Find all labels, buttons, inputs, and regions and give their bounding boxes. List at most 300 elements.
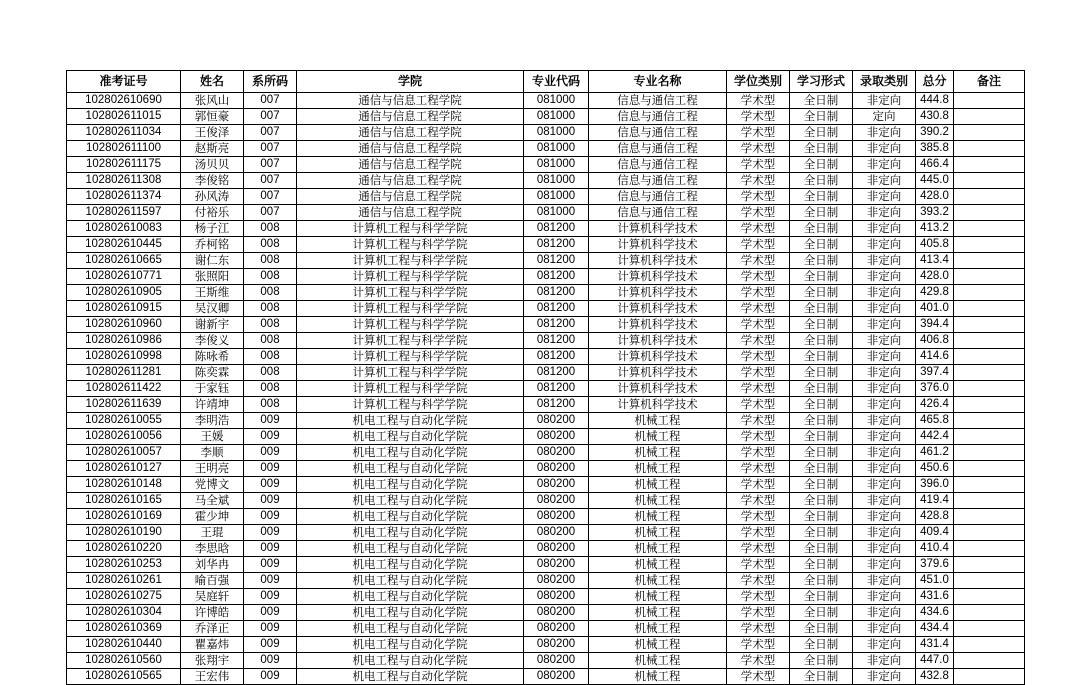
major-name-cell: 计算机科学技术 (589, 221, 727, 237)
remarks-cell (954, 269, 1025, 285)
college-cell: 通信与信息工程学院 (297, 173, 524, 189)
college-cell: 通信与信息工程学院 (297, 205, 524, 221)
study-mode-cell: 全日制 (790, 493, 853, 509)
major-name-cell: 计算机科学技术 (589, 317, 727, 333)
study-mode-cell: 全日制 (790, 365, 853, 381)
major-name-cell: 信息与通信工程 (589, 93, 727, 109)
dept-code-cell: 009 (244, 541, 297, 557)
header-remarks: 备注 (954, 71, 1025, 93)
major-name-cell: 信息与通信工程 (589, 157, 727, 173)
remarks-cell (954, 429, 1025, 445)
total-score-cell: 396.0 (916, 477, 954, 493)
major-code-cell: 081000 (524, 205, 589, 221)
degree-type-cell: 学术型 (727, 253, 790, 269)
major-code-cell: 080200 (524, 525, 589, 541)
total-score-cell: 394.4 (916, 317, 954, 333)
exam-number-cell: 102802610275 (67, 589, 181, 605)
major-name-cell: 信息与通信工程 (589, 125, 727, 141)
major-name-cell: 机械工程 (589, 669, 727, 685)
table-row (67, 669, 1025, 685)
exam-number-cell: 102802610905 (67, 285, 181, 301)
exam-number-cell: 102802611597 (67, 205, 181, 221)
dept-code-cell: 008 (244, 253, 297, 269)
name-cell: 王宏伟 (181, 669, 244, 685)
total-score-cell: 466.4 (916, 157, 954, 173)
major-code-cell: 081200 (524, 317, 589, 333)
degree-type-cell: 学术型 (727, 509, 790, 525)
exam-number-cell: 102802610960 (67, 317, 181, 333)
college-cell: 机电工程与自动化学院 (297, 589, 524, 605)
total-score-cell: 406.8 (916, 333, 954, 349)
name-cell: 吴庭轩 (181, 589, 244, 605)
table-row (67, 589, 1025, 605)
degree-type-cell: 学术型 (727, 221, 790, 237)
remarks-cell (954, 477, 1025, 493)
study-mode-cell: 全日制 (790, 205, 853, 221)
dept-code-cell: 009 (244, 573, 297, 589)
admission-type-cell: 非定向 (853, 237, 916, 253)
major-code-cell: 080200 (524, 445, 589, 461)
study-mode-cell: 全日制 (790, 509, 853, 525)
dept-code-cell: 008 (244, 301, 297, 317)
college-cell: 计算机工程与科学学院 (297, 317, 524, 333)
exam-number-cell: 102802611034 (67, 125, 181, 141)
study-mode-cell: 全日制 (790, 557, 853, 573)
admission-type-cell: 非定向 (853, 157, 916, 173)
major-code-cell: 080200 (524, 509, 589, 525)
study-mode-cell: 全日制 (790, 157, 853, 173)
study-mode-cell: 全日制 (790, 413, 853, 429)
degree-type-cell: 学术型 (727, 157, 790, 173)
degree-type-cell: 学术型 (727, 493, 790, 509)
remarks-cell (954, 205, 1025, 221)
major-name-cell: 计算机科学技术 (589, 285, 727, 301)
college-cell: 机电工程与自动化学院 (297, 525, 524, 541)
table-header (67, 71, 1025, 93)
admission-type-cell: 非定向 (853, 381, 916, 397)
major-name-cell: 计算机科学技术 (589, 333, 727, 349)
study-mode-cell: 全日制 (790, 605, 853, 621)
dept-code-cell: 007 (244, 189, 297, 205)
study-mode-cell: 全日制 (790, 525, 853, 541)
study-mode-cell: 全日制 (790, 221, 853, 237)
name-cell: 于家钰 (181, 381, 244, 397)
admission-table (66, 70, 1025, 685)
study-mode-cell: 全日制 (790, 109, 853, 125)
college-cell: 机电工程与自动化学院 (297, 669, 524, 685)
degree-type-cell: 学术型 (727, 445, 790, 461)
admission-type-cell: 非定向 (853, 541, 916, 557)
table-row (67, 317, 1025, 333)
major-name-cell: 信息与通信工程 (589, 141, 727, 157)
dept-code-cell: 008 (244, 269, 297, 285)
college-cell: 计算机工程与科学学院 (297, 221, 524, 237)
admission-type-cell: 非定向 (853, 477, 916, 493)
exam-number-cell: 102802610057 (67, 445, 181, 461)
table-row (67, 301, 1025, 317)
college-cell: 计算机工程与科学学院 (297, 237, 524, 253)
total-score-cell: 450.6 (916, 461, 954, 477)
admission-type-cell: 非定向 (853, 573, 916, 589)
major-name-cell: 机械工程 (589, 509, 727, 525)
dept-code-cell: 007 (244, 109, 297, 125)
exam-number-cell: 102802611281 (67, 365, 181, 381)
study-mode-cell: 全日制 (790, 429, 853, 445)
dept-code-cell: 008 (244, 317, 297, 333)
total-score-cell: 461.2 (916, 445, 954, 461)
dept-code-cell: 008 (244, 349, 297, 365)
study-mode-cell: 全日制 (790, 253, 853, 269)
major-code-cell: 080200 (524, 605, 589, 621)
remarks-cell (954, 253, 1025, 269)
dept-code-cell: 007 (244, 205, 297, 221)
admission-type-cell: 非定向 (853, 605, 916, 621)
major-code-cell: 081200 (524, 301, 589, 317)
header-major-code: 专业代码 (524, 71, 589, 93)
admission-type-cell: 非定向 (853, 285, 916, 301)
dept-code-cell: 007 (244, 93, 297, 109)
remarks-cell (954, 93, 1025, 109)
degree-type-cell: 学术型 (727, 477, 790, 493)
name-cell: 党博文 (181, 477, 244, 493)
college-cell: 计算机工程与科学学院 (297, 269, 524, 285)
degree-type-cell: 学术型 (727, 381, 790, 397)
name-cell: 瞿嘉炜 (181, 637, 244, 653)
college-cell: 通信与信息工程学院 (297, 189, 524, 205)
admission-type-cell: 非定向 (853, 141, 916, 157)
total-score-cell: 434.4 (916, 621, 954, 637)
name-cell: 霍少坤 (181, 509, 244, 525)
remarks-cell (954, 445, 1025, 461)
major-name-cell: 计算机科学技术 (589, 269, 727, 285)
college-cell: 通信与信息工程学院 (297, 125, 524, 141)
dept-code-cell: 008 (244, 397, 297, 413)
dept-code-cell: 009 (244, 557, 297, 573)
college-cell: 通信与信息工程学院 (297, 141, 524, 157)
major-name-cell: 计算机科学技术 (589, 301, 727, 317)
degree-type-cell: 学术型 (727, 301, 790, 317)
degree-type-cell: 学术型 (727, 461, 790, 477)
header-total-score: 总分 (916, 71, 954, 93)
college-cell: 计算机工程与科学学院 (297, 301, 524, 317)
admission-type-cell: 非定向 (853, 557, 916, 573)
admission-type-cell: 非定向 (853, 253, 916, 269)
major-name-cell: 机械工程 (589, 429, 727, 445)
name-cell: 杨子江 (181, 221, 244, 237)
degree-type-cell: 学术型 (727, 205, 790, 221)
exam-number-cell: 102802610056 (67, 429, 181, 445)
admission-type-cell: 非定向 (853, 125, 916, 141)
total-score-cell: 413.2 (916, 221, 954, 237)
exam-number-cell: 102802610369 (67, 621, 181, 637)
study-mode-cell: 全日制 (790, 589, 853, 605)
remarks-cell (954, 525, 1025, 541)
remarks-cell (954, 333, 1025, 349)
table-row (67, 653, 1025, 669)
study-mode-cell: 全日制 (790, 269, 853, 285)
name-cell: 王明亮 (181, 461, 244, 477)
total-score-cell: 414.6 (916, 349, 954, 365)
table-row (67, 141, 1025, 157)
header-degree-type: 学位类别 (727, 71, 790, 93)
major-name-cell: 机械工程 (589, 637, 727, 653)
dept-code-cell: 009 (244, 637, 297, 653)
college-cell: 通信与信息工程学院 (297, 157, 524, 173)
remarks-cell (954, 541, 1025, 557)
college-cell: 机电工程与自动化学院 (297, 637, 524, 653)
major-name-cell: 信息与通信工程 (589, 173, 727, 189)
major-code-cell: 080200 (524, 541, 589, 557)
header-row (67, 71, 1025, 93)
college-cell: 机电工程与自动化学院 (297, 493, 524, 509)
study-mode-cell: 全日制 (790, 125, 853, 141)
header-admission-type: 录取类别 (853, 71, 916, 93)
header-name: 姓名 (181, 71, 244, 93)
total-score-cell: 428.0 (916, 269, 954, 285)
major-name-cell: 机械工程 (589, 445, 727, 461)
exam-number-cell: 102802610304 (67, 605, 181, 621)
college-cell: 计算机工程与科学学院 (297, 365, 524, 381)
college-cell: 计算机工程与科学学院 (297, 397, 524, 413)
name-cell: 李思晗 (181, 541, 244, 557)
major-code-cell: 081200 (524, 381, 589, 397)
total-score-cell: 432.8 (916, 669, 954, 685)
exam-number-cell: 102802610690 (67, 93, 181, 109)
major-name-cell: 机械工程 (589, 541, 727, 557)
dept-code-cell: 008 (244, 237, 297, 253)
major-name-cell: 机械工程 (589, 525, 727, 541)
college-cell: 计算机工程与科学学院 (297, 349, 524, 365)
total-score-cell: 401.0 (916, 301, 954, 317)
exam-number-cell: 102802611100 (67, 141, 181, 157)
degree-type-cell: 学术型 (727, 269, 790, 285)
major-name-cell: 计算机科学技术 (589, 253, 727, 269)
dept-code-cell: 009 (244, 621, 297, 637)
total-score-cell: 447.0 (916, 653, 954, 669)
admission-type-cell: 非定向 (853, 205, 916, 221)
table-row (67, 461, 1025, 477)
admission-type-cell: 非定向 (853, 461, 916, 477)
table-row (67, 573, 1025, 589)
table-row (67, 253, 1025, 269)
total-score-cell: 430.8 (916, 109, 954, 125)
total-score-cell: 393.2 (916, 205, 954, 221)
header-major-name: 专业名称 (589, 71, 727, 93)
total-score-cell: 410.4 (916, 541, 954, 557)
dept-code-cell: 009 (244, 413, 297, 429)
major-name-cell: 计算机科学技术 (589, 397, 727, 413)
name-cell: 李俊义 (181, 333, 244, 349)
college-cell: 机电工程与自动化学院 (297, 541, 524, 557)
dept-code-cell: 009 (244, 589, 297, 605)
table-row (67, 605, 1025, 621)
exam-number-cell: 102802610565 (67, 669, 181, 685)
study-mode-cell: 全日制 (790, 141, 853, 157)
name-cell: 王斯维 (181, 285, 244, 301)
exam-number-cell: 102802611639 (67, 397, 181, 413)
admission-type-cell: 非定向 (853, 349, 916, 365)
remarks-cell (954, 493, 1025, 509)
table-row (67, 541, 1025, 557)
name-cell: 喻百强 (181, 573, 244, 589)
total-score-cell: 465.8 (916, 413, 954, 429)
total-score-cell: 431.4 (916, 637, 954, 653)
degree-type-cell: 学术型 (727, 589, 790, 605)
remarks-cell (954, 365, 1025, 381)
college-cell: 机电工程与自动化学院 (297, 461, 524, 477)
table-row (67, 557, 1025, 573)
study-mode-cell: 全日制 (790, 93, 853, 109)
admission-type-cell: 非定向 (853, 397, 916, 413)
major-name-cell: 机械工程 (589, 557, 727, 573)
admission-type-cell: 非定向 (853, 189, 916, 205)
study-mode-cell: 全日制 (790, 301, 853, 317)
study-mode-cell: 全日制 (790, 285, 853, 301)
table-row (67, 189, 1025, 205)
study-mode-cell: 全日制 (790, 445, 853, 461)
name-cell: 马全斌 (181, 493, 244, 509)
dept-code-cell: 009 (244, 493, 297, 509)
remarks-cell (954, 461, 1025, 477)
name-cell: 李顺 (181, 445, 244, 461)
exam-number-cell: 102802610998 (67, 349, 181, 365)
exam-number-cell: 102802611374 (67, 189, 181, 205)
table-row (67, 365, 1025, 381)
exam-number-cell: 102802610220 (67, 541, 181, 557)
degree-type-cell: 学术型 (727, 637, 790, 653)
major-name-cell: 计算机科学技术 (589, 349, 727, 365)
name-cell: 张风山 (181, 93, 244, 109)
major-name-cell: 计算机科学技术 (589, 237, 727, 253)
major-name-cell: 机械工程 (589, 605, 727, 621)
major-code-cell: 080200 (524, 429, 589, 445)
major-code-cell: 080200 (524, 621, 589, 637)
major-code-cell: 080200 (524, 573, 589, 589)
major-name-cell: 信息与通信工程 (589, 205, 727, 221)
college-cell: 计算机工程与科学学院 (297, 285, 524, 301)
degree-type-cell: 学术型 (727, 173, 790, 189)
total-score-cell: 451.0 (916, 573, 954, 589)
table-row (67, 157, 1025, 173)
table-row (67, 413, 1025, 429)
degree-type-cell: 学术型 (727, 429, 790, 445)
study-mode-cell: 全日制 (790, 237, 853, 253)
exam-number-cell: 102802611422 (67, 381, 181, 397)
header-college: 学院 (297, 71, 524, 93)
major-name-cell: 机械工程 (589, 413, 727, 429)
degree-type-cell: 学术型 (727, 573, 790, 589)
remarks-cell (954, 157, 1025, 173)
remarks-cell (954, 317, 1025, 333)
name-cell: 谢新宇 (181, 317, 244, 333)
degree-type-cell: 学术型 (727, 349, 790, 365)
table-row (67, 397, 1025, 413)
total-score-cell: 409.4 (916, 525, 954, 541)
college-cell: 通信与信息工程学院 (297, 109, 524, 125)
admission-type-cell: 非定向 (853, 221, 916, 237)
major-code-cell: 081200 (524, 365, 589, 381)
remarks-cell (954, 109, 1025, 125)
study-mode-cell: 全日制 (790, 333, 853, 349)
study-mode-cell: 全日制 (790, 573, 853, 589)
total-score-cell: 428.8 (916, 509, 954, 525)
major-code-cell: 080200 (524, 461, 589, 477)
college-cell: 计算机工程与科学学院 (297, 381, 524, 397)
remarks-cell (954, 381, 1025, 397)
name-cell: 王琨 (181, 525, 244, 541)
name-cell: 王媛 (181, 429, 244, 445)
exam-number-cell: 102802610665 (67, 253, 181, 269)
major-code-cell: 081000 (524, 93, 589, 109)
table-body (67, 93, 1025, 685)
study-mode-cell: 全日制 (790, 381, 853, 397)
name-cell: 乔柯铭 (181, 237, 244, 253)
remarks-cell (954, 605, 1025, 621)
admission-type-cell: 非定向 (853, 173, 916, 189)
admission-type-cell: 非定向 (853, 365, 916, 381)
table-row (67, 109, 1025, 125)
major-code-cell: 081200 (524, 253, 589, 269)
admission-type-cell: 非定向 (853, 637, 916, 653)
degree-type-cell: 学术型 (727, 653, 790, 669)
major-name-cell: 机械工程 (589, 493, 727, 509)
total-score-cell: 428.0 (916, 189, 954, 205)
degree-type-cell: 学术型 (727, 333, 790, 349)
college-cell: 机电工程与自动化学院 (297, 621, 524, 637)
major-code-cell: 080200 (524, 477, 589, 493)
remarks-cell (954, 397, 1025, 413)
name-cell: 吴汉卿 (181, 301, 244, 317)
remarks-cell (954, 285, 1025, 301)
admission-type-cell: 非定向 (853, 621, 916, 637)
total-score-cell: 376.0 (916, 381, 954, 397)
admission-type-cell: 非定向 (853, 269, 916, 285)
remarks-cell (954, 653, 1025, 669)
admission-type-cell: 非定向 (853, 653, 916, 669)
exam-number-cell: 102802610169 (67, 509, 181, 525)
exam-number-cell: 102802610083 (67, 221, 181, 237)
remarks-cell (954, 509, 1025, 525)
remarks-cell (954, 301, 1025, 317)
study-mode-cell: 全日制 (790, 173, 853, 189)
major-code-cell: 081000 (524, 157, 589, 173)
exam-number-cell: 102802610190 (67, 525, 181, 541)
major-code-cell: 081000 (524, 109, 589, 125)
dept-code-cell: 009 (244, 429, 297, 445)
remarks-cell (954, 237, 1025, 253)
college-cell: 机电工程与自动化学院 (297, 509, 524, 525)
college-cell: 机电工程与自动化学院 (297, 573, 524, 589)
dept-code-cell: 007 (244, 125, 297, 141)
degree-type-cell: 学术型 (727, 525, 790, 541)
major-code-cell: 080200 (524, 557, 589, 573)
college-cell: 机电工程与自动化学院 (297, 413, 524, 429)
college-cell: 机电工程与自动化学院 (297, 653, 524, 669)
dept-code-cell: 007 (244, 157, 297, 173)
degree-type-cell: 学术型 (727, 125, 790, 141)
major-name-cell: 机械工程 (589, 589, 727, 605)
total-score-cell: 429.8 (916, 285, 954, 301)
table-row (67, 285, 1025, 301)
total-score-cell: 379.6 (916, 557, 954, 573)
study-mode-cell: 全日制 (790, 637, 853, 653)
name-cell: 孙风涛 (181, 189, 244, 205)
degree-type-cell: 学术型 (727, 237, 790, 253)
major-name-cell: 信息与通信工程 (589, 189, 727, 205)
name-cell: 许博皓 (181, 605, 244, 621)
exam-number-cell: 102802610915 (67, 301, 181, 317)
exam-number-cell: 102802610261 (67, 573, 181, 589)
